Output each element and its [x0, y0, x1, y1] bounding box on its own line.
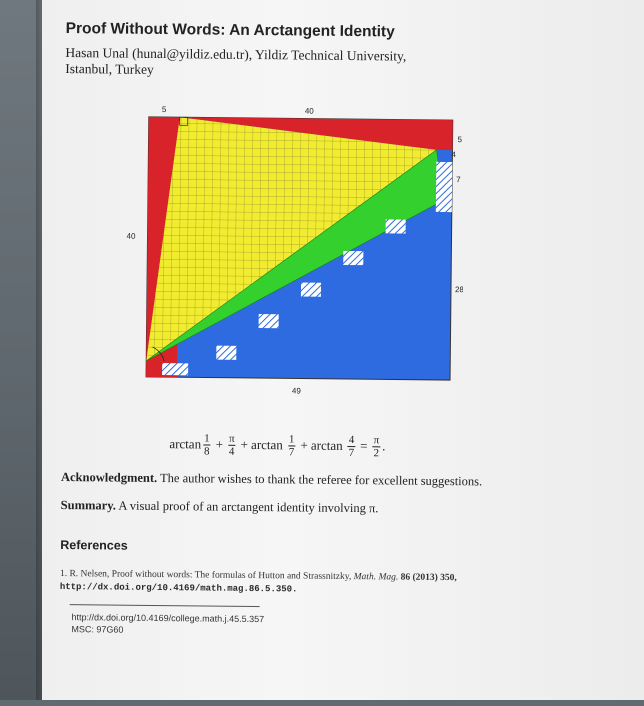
ref-1-text: 1. R. Nelsen, Proof without words: The formulas of Hutton and Strassnitzky, — [59, 568, 352, 583]
author-line-2: Istanbul, Turkey — [65, 61, 154, 77]
label-bottom-49: 49 — [291, 386, 301, 396]
doi-footnote — [71, 611, 264, 637]
hatch-step-5 — [216, 346, 236, 360]
arctangent-equation — [169, 424, 385, 466]
eq-frac-pi-2 — [372, 434, 380, 459]
summary-paragraph — [61, 498, 379, 516]
label-right-4: 4 — [451, 150, 456, 160]
proof-figure — [122, 99, 465, 403]
eq-frac-1-den: 8 — [203, 444, 210, 458]
label-right-28: 28 — [454, 285, 464, 295]
doi-link[interactable]: http://dx.doi.org/10.4169/college.math.j.45.5.357 — [71, 612, 265, 625]
hatch-step-2 — [343, 251, 363, 265]
ack-text: The author wishes to thank the referee for excellent suggestions. — [160, 471, 483, 489]
label-top-40: 40 — [304, 106, 314, 116]
footnote-rule — [70, 604, 260, 607]
eq-frac-1-8 — [203, 432, 211, 457]
author-affiliation — [65, 45, 485, 81]
references-heading: References — [60, 537, 128, 553]
hatch-step-1 — [386, 219, 406, 233]
eq-arctan-1: arctan — [169, 436, 202, 452]
hatch-step-3 — [301, 282, 321, 296]
eq-frac-2-den: 4 — [228, 445, 235, 458]
ack-label: Acknowledgment. — [60, 469, 158, 486]
hatch-step-4 — [259, 314, 279, 328]
red-right-strip — [429, 120, 452, 150]
eq-plus-arctan-2: + arctan — [240, 436, 283, 453]
label-right-7: 7 — [456, 175, 461, 185]
label-right-5: 5 — [457, 135, 463, 145]
author-line-1: Hasan Unal (hunal@yildiz.edu.tr), Yildiz Technical University, — [65, 45, 407, 64]
eq-frac-3-den: 7 — [288, 445, 295, 458]
eq-frac-4-7 — [348, 433, 356, 458]
summary-text: A visual proof of an arctangent identity involving π. — [118, 498, 379, 516]
eq-frac-4-num: 4 — [348, 433, 355, 446]
acknowledgment-paragraph — [61, 470, 482, 489]
eq-frac-4-den: 7 — [348, 446, 355, 459]
page-content — [57, 0, 624, 706]
paper-title: Proof Without Words: An Arctangent Identity — [65, 20, 395, 41]
eq-plus-arctan-3: + arctan — [300, 437, 343, 453]
eq-frac-1-7 — [288, 433, 296, 458]
ref-1-journal: Math. Mag. — [353, 572, 399, 583]
ref-1-tail: 86 (2013) 350, — [400, 572, 457, 584]
label-left-40: 40 — [126, 231, 136, 241]
eq-frac-5-num: π — [373, 433, 380, 446]
eq-plus-1: + — [215, 436, 224, 452]
summary-label: Summary. — [60, 497, 117, 513]
hatch-step-6 — [162, 363, 188, 375]
eq-equals: = — [360, 438, 368, 454]
eq-period: . — [382, 438, 386, 454]
eq-frac-pi-4 — [228, 432, 236, 457]
ref-1-url[interactable]: http://dx.doi.org/10.4169/math.mag.86.5.350. — [59, 581, 298, 595]
msc-code: MSC: 97G60 — [71, 624, 124, 635]
eq-frac-1-num: 1 — [204, 431, 210, 445]
eq-frac-5-den: 2 — [373, 446, 380, 459]
reference-1 — [60, 568, 530, 599]
label-top-left-5: 5 — [161, 105, 167, 115]
eq-frac-3-num: 1 — [288, 432, 295, 445]
hatch-step-right — [436, 162, 453, 212]
eq-frac-2-num: π — [228, 432, 235, 445]
